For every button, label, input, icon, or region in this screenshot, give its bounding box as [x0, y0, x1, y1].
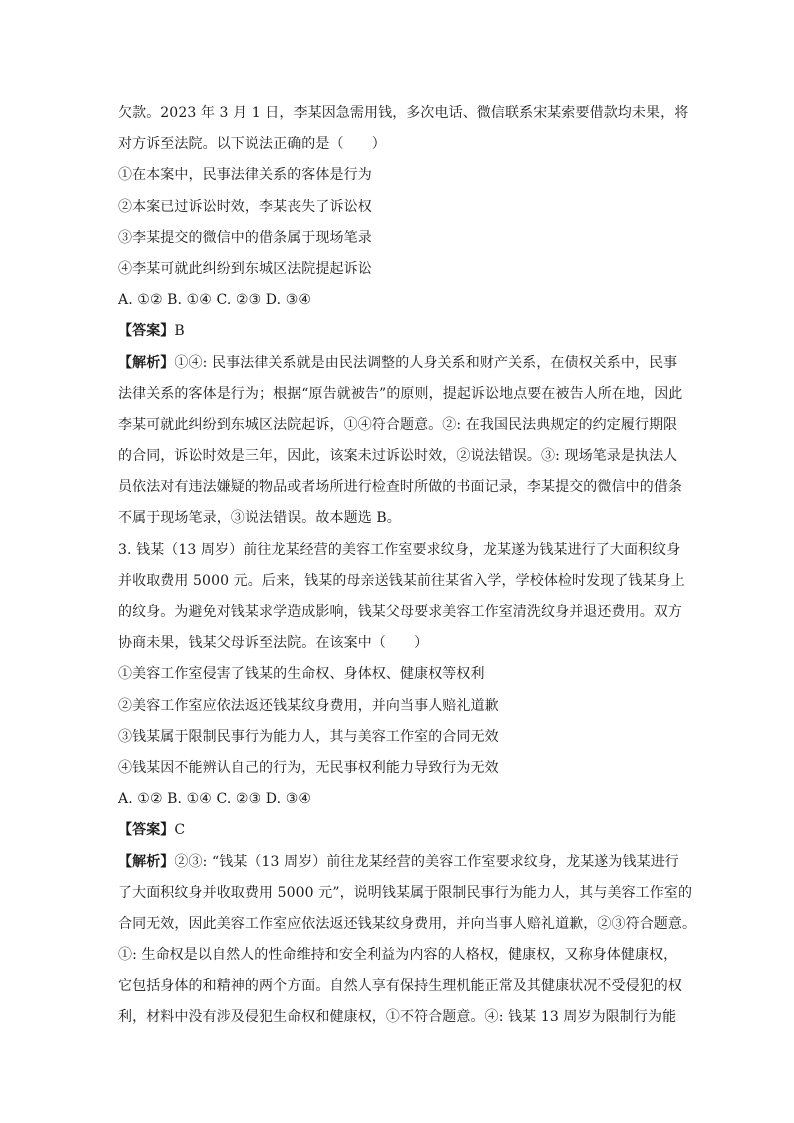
page-content	[118, 98, 697, 1034]
question-3-answer	[118, 815, 678, 846]
question-3-stem-line: 并收取费用 5000 元。后来，钱某的母亲送钱某前往某省入学，学校体检时发现了钱某身上	[118, 572, 685, 589]
question-2-analysis-line: 不属于现场笔录，③说法错误。故本题选 B。	[118, 510, 401, 527]
question-3-option: ③钱某属于限制民事行为能力人，其与美容工作室的合同无效	[118, 728, 499, 745]
answer-value: C	[174, 822, 186, 839]
question-2-analysis-line: 员依法对有违法嫌疑的物品或者场所进行检查时所做的书面记录，李某提交的微信中的借条	[118, 479, 682, 496]
question-2-analysis-line: 的合同，诉讼时效是三年，因此，该案未过诉讼时效，②说法错误。③: 现场笔录是执法人	[118, 448, 678, 465]
analysis-tag: 【解析】	[118, 853, 175, 870]
question-3-analysis-line: 合同无效，因此美容工作室应依法返还钱某纹身费用，并向当事人赔礼道歉，②③符合题意。	[118, 915, 697, 932]
question-2-option: ③李某提交的微信中的借条属于现场笔录	[118, 229, 372, 246]
answer-tag: 【答案】	[118, 323, 175, 340]
question-3-analysis-line	[118, 847, 678, 878]
question-2	[118, 98, 689, 535]
question-3-option: ②美容工作室应依法返还钱某纹身费用，并向当事人赔礼道歉	[118, 697, 499, 714]
question-2-option: ①在本案中，民事法律关系的客体是行为	[118, 167, 372, 184]
question-3-analysis-line: 利，材料中没有涉及侵犯生命权和健康权，①不符合题意。④: 钱某 13 周岁为限制行为能	[118, 1009, 677, 1026]
question-3	[118, 535, 697, 1034]
question-2-option: ②本案已过诉讼时效，李某丧失了诉讼权	[118, 198, 372, 215]
analysis-text: ①④: 民事法律关系就是由民法调整的人身关系和财产关系，在债权关系中，民事	[174, 354, 678, 371]
question-2-stem-line: 对方诉至法院。以下说法正确的是（ ）	[118, 136, 386, 153]
question-3-stem-line: 3. 钱某（13 周岁）前往龙某经营的美容工作室要求纹身，龙某遂为钱某进行了大面积纹身	[118, 541, 681, 558]
question-3-stem-line: 的纹身。为避免对钱某求学造成影响，钱某父母要求美容工作室清洗纹身并退还费用。双方	[118, 604, 682, 620]
question-2-option: ④李某可就此纠纷到东城区法院提起诉讼	[118, 260, 372, 277]
question-3-stem-line: 协商未果，钱某父母诉至法院。在该案中（ ）	[118, 635, 429, 652]
question-3-choices: A. ①② B. ①④ C. ②③ D. ③④	[118, 791, 311, 808]
question-2-analysis-line: 法律关系的客体是行为；根据“原告就被告”的原则，提起诉讼地点要在被告人所在地，因此	[118, 385, 683, 402]
question-3-analysis-line: ①: 生命权是以自然人的性命维持和安全利益为内容的人格权，健康权，又称身体健康权，	[118, 947, 678, 964]
question-2-choices: A. ①② B. ①④ C. ②③ D. ③④	[118, 292, 311, 309]
question-2-stem-line: 欠款。2023 年 3 月 1 日，李某因急需用钱，多次电话、微信联系宋某索要借款均未果，将	[118, 105, 689, 121]
answer-value: B	[174, 323, 185, 340]
analysis-tag: 【解析】	[118, 354, 175, 371]
question-2-answer	[118, 316, 678, 347]
question-2-analysis-line: 李某可就此纠纷到东城区法院起诉，①④符合题意。②: 在我国民法典规定的约定履行期限	[118, 416, 678, 433]
question-3-option: ④钱某因不能辨认自己的行为，无民事权利能力导致行为无效	[118, 759, 499, 776]
question-2-analysis-line	[118, 348, 678, 379]
question-3-analysis-line: 它包括身体的和精神的两个方面。自然人享有保持生理机能正常及其健康状况不受侵犯的权	[118, 978, 682, 995]
question-3-option: ①美容工作室侵害了钱某的生命权、身体权、健康权等权利	[118, 666, 485, 683]
answer-tag: 【答案】	[118, 822, 175, 839]
question-3-analysis-line: 了大面积纹身并收取费用 5000 元”，说明钱某属于限制民事行为能力人，其与美容工作室的	[118, 884, 693, 901]
analysis-text: ②③: “钱某（13 周岁）前往龙某经营的美容工作室要求纹身，龙某遂为钱某进行	[174, 853, 679, 870]
